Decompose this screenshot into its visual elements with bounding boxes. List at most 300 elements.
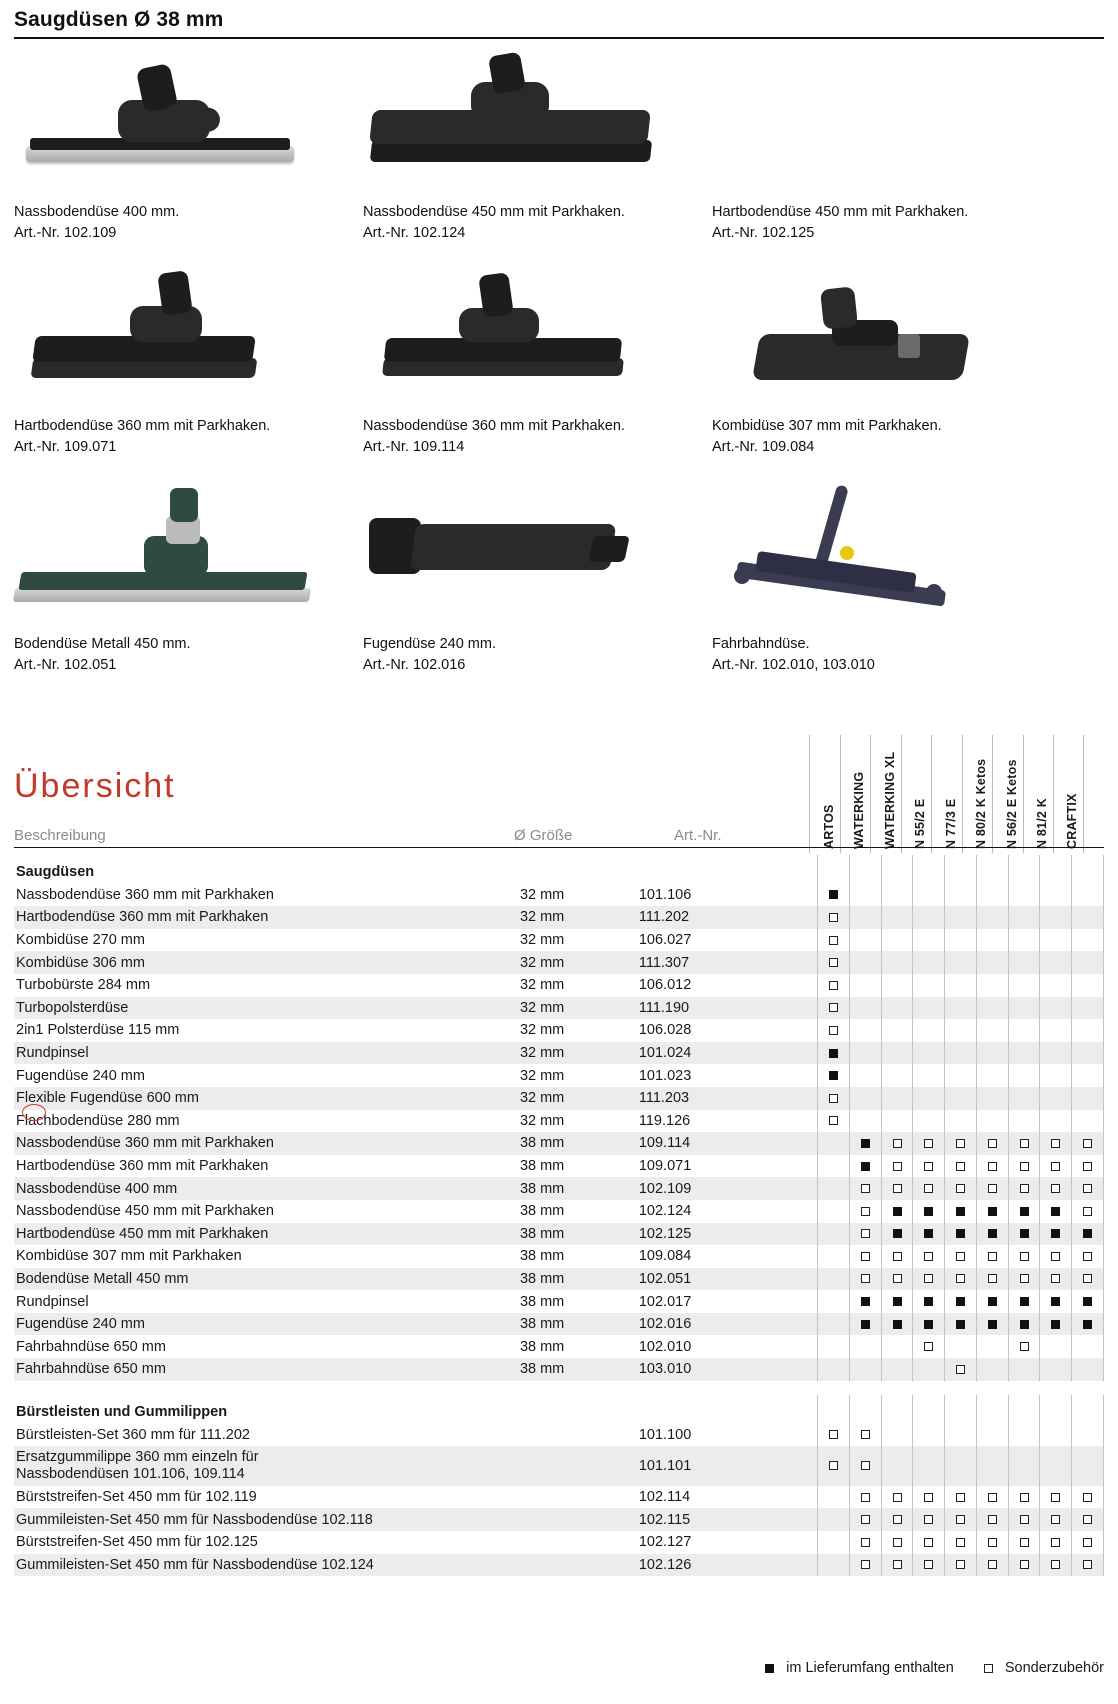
row-article-number: 101.106 <box>638 886 692 903</box>
product-article: Art.-Nr. 109.084 <box>712 439 815 456</box>
product-card <box>712 262 1048 458</box>
availability-cell <box>1008 1223 1040 1246</box>
availability-cell <box>976 1223 1008 1246</box>
row-article-number: 101.100 <box>638 1426 692 1443</box>
availability-cell <box>913 997 945 1020</box>
availability-cell <box>881 1358 913 1381</box>
availability-cell <box>1008 884 1040 907</box>
optional-icon <box>1083 1184 1092 1193</box>
row-size: 32 mm <box>520 951 639 974</box>
availability-cell <box>881 1110 913 1133</box>
row-description: Nassbodendüse 360 mm mit Parkhaken <box>14 1132 520 1155</box>
empty-cell-icon <box>924 913 933 922</box>
optional-icon <box>924 1560 933 1569</box>
empty-cell-icon <box>1051 1003 1060 1012</box>
row-size: 32 mm <box>519 1067 565 1084</box>
availability-cell <box>945 1423 977 1446</box>
row-article-number: 102.017 <box>638 1293 692 1310</box>
row-description: Hartbodendüse 360 mm mit Parkhaken <box>14 906 520 929</box>
optional-icon <box>829 1116 838 1125</box>
row-article-number: 102.051 <box>639 1268 775 1291</box>
empty-cell-icon <box>861 890 870 899</box>
empty-cell-icon <box>1083 981 1092 990</box>
overview-table <box>14 855 1104 1576</box>
availability-cell <box>881 1245 913 1268</box>
optional-icon <box>1083 1560 1092 1569</box>
availability-cell <box>1040 929 1072 952</box>
availability-cell <box>849 1042 881 1065</box>
availability-cell <box>818 1177 850 1200</box>
availability-cell <box>881 951 913 974</box>
row-spacer <box>775 1042 818 1065</box>
availability-cell <box>913 974 945 997</box>
availability-cell <box>818 1423 850 1446</box>
machine-column-n77-3e: N 77/3 E <box>931 735 962 853</box>
row-article-number: 106.027 <box>638 932 692 949</box>
availability-cell <box>818 1446 850 1486</box>
legend-optional-label: Sonderzubehör <box>1004 1660 1104 1676</box>
product-card <box>14 48 350 244</box>
optional-icon <box>829 936 838 945</box>
row-article-number: 106.028 <box>638 1022 692 1039</box>
row-article-number: 102.115 <box>639 1508 775 1531</box>
availability-cell <box>945 1486 977 1509</box>
row-article-number: 109.114 <box>639 1132 775 1155</box>
hard-floor-nozzle-360-icon <box>14 262 350 412</box>
availability-cell <box>1040 1486 1072 1509</box>
availability-cell <box>1040 1223 1072 1246</box>
row-size: 32 mm <box>520 906 639 929</box>
availability-cell <box>881 1423 913 1446</box>
row-size: 38 mm <box>520 1177 639 1200</box>
optional-icon <box>1083 1252 1092 1261</box>
availability-cell <box>818 1042 850 1065</box>
roadway-nozzle-icon <box>712 480 1048 630</box>
empty-cell-icon <box>829 1184 838 1193</box>
empty-cell-icon <box>861 1071 870 1080</box>
included-icon <box>829 1049 838 1058</box>
included-icon <box>988 1207 997 1216</box>
product-caption <box>712 630 1048 676</box>
included-icon <box>988 1320 997 1329</box>
availability-cell <box>1040 884 1072 907</box>
availability-cell <box>1072 1290 1104 1313</box>
empty-cell-icon <box>988 981 997 990</box>
empty-cell-icon <box>988 1003 997 1012</box>
included-icon <box>924 1207 933 1216</box>
availability-cell <box>818 1358 850 1381</box>
availability-cell <box>1072 1486 1104 1509</box>
product-caption <box>14 630 350 676</box>
product-row <box>14 262 1104 458</box>
availability-cell <box>1008 1358 1040 1381</box>
section-mark-spacer <box>945 855 977 884</box>
optional-icon <box>988 1184 997 1193</box>
table-row <box>14 1064 1104 1087</box>
optional-icon <box>956 1252 965 1261</box>
availability-cell <box>945 1290 977 1313</box>
empty-cell-icon <box>956 1342 965 1351</box>
product-name: Nassbodendüse 360 mm mit Parkhaken. <box>363 418 625 435</box>
row-description: Fahrbahndüse 650 mm <box>16 1338 166 1355</box>
table-gap-row <box>14 1381 1104 1395</box>
availability-cell <box>976 1155 1008 1178</box>
empty-cell-icon <box>893 913 902 922</box>
product-article: Art.-Nr. 102.109 <box>14 225 117 242</box>
optional-icon <box>1083 1515 1092 1524</box>
empty-cell-icon <box>988 1049 997 1058</box>
availability-cell <box>913 884 945 907</box>
availability-cell <box>849 929 881 952</box>
availability-cell <box>1008 1313 1040 1336</box>
availability-cell <box>976 974 1008 997</box>
row-description: Rundpinsel <box>16 1293 89 1310</box>
empty-cell-icon <box>893 1026 902 1035</box>
empty-cell-icon <box>1020 1365 1029 1374</box>
row-spacer <box>775 1486 818 1509</box>
empty-cell-icon <box>1020 1116 1029 1125</box>
optional-icon <box>1083 1493 1092 1502</box>
table-row <box>14 929 1104 952</box>
column-label-description: Beschreibung <box>14 827 106 844</box>
empty-cell-icon <box>1051 913 1060 922</box>
optional-icon <box>861 1461 870 1470</box>
row-description: Nassbodendüse 400 mm <box>14 1177 520 1200</box>
row-article-number: 111.307 <box>639 951 775 974</box>
availability-cell <box>913 1290 945 1313</box>
availability-cell <box>1072 1223 1104 1246</box>
product-caption <box>14 412 350 458</box>
availability-cell <box>1072 1110 1104 1133</box>
availability-cell <box>945 1019 977 1042</box>
empty-cell-icon <box>956 1430 965 1439</box>
availability-cell <box>1072 929 1104 952</box>
empty-cell-icon <box>893 1071 902 1080</box>
row-spacer <box>775 1132 818 1155</box>
optional-icon <box>1051 1493 1060 1502</box>
row-article-number: 102.126 <box>639 1554 775 1577</box>
row-article-number: 109.084 <box>638 1248 692 1265</box>
optional-icon <box>956 1515 965 1524</box>
included-icon <box>829 890 838 899</box>
empty-cell-icon <box>924 958 933 967</box>
table-row <box>14 1335 1104 1358</box>
availability-cell <box>849 1358 881 1381</box>
product-caption <box>712 198 1048 244</box>
table-row <box>14 1042 1104 1065</box>
availability-cell <box>1072 1446 1104 1486</box>
availability-cell <box>976 1245 1008 1268</box>
availability-cell <box>976 1423 1008 1446</box>
product-card <box>14 480 350 676</box>
availability-cell <box>913 1554 945 1577</box>
availability-cell <box>913 1223 945 1246</box>
included-icon <box>1083 1297 1092 1306</box>
row-spacer <box>775 1200 818 1223</box>
included-icon <box>893 1297 902 1306</box>
optional-icon <box>1020 1493 1029 1502</box>
included-icon <box>988 1297 997 1306</box>
section-title: Saugdüsen <box>14 855 818 884</box>
availability-cell <box>818 997 850 1020</box>
product-row <box>14 480 1104 676</box>
row-spacer <box>775 1177 818 1200</box>
row-size: 38 mm <box>519 1248 565 1265</box>
table-row <box>14 1087 1104 1110</box>
optional-icon <box>893 1162 902 1171</box>
machine-column-artos: ARTOS <box>809 735 840 853</box>
table-legend <box>14 1660 1104 1676</box>
row-spacer <box>775 929 818 952</box>
optional-icon <box>1051 1274 1060 1283</box>
availability-cell <box>913 1019 945 1042</box>
availability-cell <box>849 1446 881 1486</box>
section-mark-spacer <box>818 855 850 884</box>
row-spacer <box>775 1064 818 1087</box>
product-caption <box>363 198 699 244</box>
section-mark-spacer <box>913 1395 945 1424</box>
product-name: Nassbodendüse 400 mm. <box>14 204 180 220</box>
table-section-header <box>14 855 1104 884</box>
row-article-number: 102.109 <box>639 1177 775 1200</box>
optional-icon <box>1083 1139 1092 1148</box>
machine-column-n80-2k-ketos: N 80/2 K Ketos <box>962 735 993 853</box>
empty-cell-icon <box>1051 1365 1060 1374</box>
optional-icon <box>924 1252 933 1261</box>
page-header <box>14 8 1104 39</box>
empty-cell-icon <box>893 958 902 967</box>
availability-cell <box>1008 1132 1040 1155</box>
availability-cell <box>1040 1290 1072 1313</box>
row-spacer <box>775 1290 818 1313</box>
availability-cell <box>976 997 1008 1020</box>
empty-cell-icon <box>893 1342 902 1351</box>
section-mark-spacer <box>945 1395 977 1424</box>
row-description: Hartbodendüse 360 mm mit Parkhaken <box>16 1158 269 1175</box>
availability-cell <box>1040 1155 1072 1178</box>
availability-cell <box>818 1290 850 1313</box>
row-article-number: 103.010 <box>639 1358 775 1381</box>
availability-cell <box>1072 951 1104 974</box>
row-description: Bürststreifen-Set 450 mm für 102.119 <box>16 1489 257 1506</box>
availability-cell <box>818 974 850 997</box>
table-row <box>14 1531 1104 1554</box>
availability-cell <box>913 1335 945 1358</box>
optional-icon <box>893 1493 902 1502</box>
empty-cell-icon <box>861 958 870 967</box>
row-article-number: 101.101 <box>639 1446 775 1486</box>
row-spacer <box>775 997 818 1020</box>
empty-cell-icon <box>1083 1094 1092 1103</box>
availability-cell <box>1040 951 1072 974</box>
empty-cell-icon <box>1020 1430 1029 1439</box>
optional-icon <box>893 1560 902 1569</box>
legend-included-label: im Lieferumfang enthalten <box>786 1660 954 1676</box>
product-card <box>712 48 1048 244</box>
availability-cell <box>881 1200 913 1223</box>
availability-cell <box>1072 1245 1104 1268</box>
optional-icon <box>893 1274 902 1283</box>
availability-cell <box>1008 1290 1040 1313</box>
optional-icon <box>956 1162 965 1171</box>
row-size: 38 mm <box>519 1158 565 1175</box>
empty-cell-icon <box>893 1049 902 1058</box>
availability-cell <box>849 1486 881 1509</box>
product-name: Fahrbahndüse. <box>712 636 810 653</box>
availability-cell <box>976 1132 1008 1155</box>
row-article-number: 109.071 <box>638 1158 692 1175</box>
availability-cell <box>913 1508 945 1531</box>
optional-icon <box>924 1139 933 1148</box>
row-size: 38 mm <box>520 1313 639 1336</box>
availability-cell <box>881 1155 913 1178</box>
availability-cell <box>1008 951 1040 974</box>
row-description: Fahrbahndüse 650 mm <box>14 1358 520 1381</box>
availability-cell <box>976 884 1008 907</box>
row-size <box>520 1554 639 1577</box>
included-icon <box>893 1207 902 1216</box>
empty-cell-icon <box>829 1207 838 1216</box>
empty-cell-icon <box>893 1430 902 1439</box>
table-row <box>14 906 1104 929</box>
availability-cell <box>976 951 1008 974</box>
empty-cell-icon <box>988 1365 997 1374</box>
availability-cell <box>818 1223 850 1246</box>
optional-icon <box>861 1538 870 1547</box>
optional-icon <box>1051 1252 1060 1261</box>
column-label-size: Ø Größe <box>514 827 573 844</box>
availability-cell <box>945 1087 977 1110</box>
availability-cell <box>818 1245 850 1268</box>
empty-cell-icon <box>893 1094 902 1103</box>
optional-icon <box>893 1515 902 1524</box>
availability-cell <box>913 1087 945 1110</box>
availability-cell <box>976 1554 1008 1577</box>
legend-empty-icon <box>984 1664 993 1673</box>
included-icon <box>1051 1207 1060 1216</box>
availability-cell <box>945 1554 977 1577</box>
optional-icon <box>924 1493 933 1502</box>
availability-cell <box>818 1064 850 1087</box>
availability-cell <box>1072 1268 1104 1291</box>
row-size: 32 mm <box>519 932 565 949</box>
row-description: Rundpinsel <box>14 1042 520 1065</box>
row-spacer <box>775 1335 818 1358</box>
row-description: Turbobürste 284 mm <box>16 977 151 994</box>
availability-cell <box>881 1531 913 1554</box>
empty-cell-icon <box>1020 936 1029 945</box>
machine-column-waterking-xl: WATERKING XL <box>870 735 901 853</box>
empty-cell-icon <box>924 1116 933 1125</box>
row-size: 38 mm <box>519 1338 565 1355</box>
table-row <box>14 1110 1104 1133</box>
row-article-number: 102.124 <box>638 1203 692 1220</box>
row-article-number: 111.202 <box>639 906 775 929</box>
included-icon <box>861 1162 870 1171</box>
row-article-number: 102.016 <box>639 1313 775 1336</box>
availability-cell <box>849 1087 881 1110</box>
optional-icon <box>861 1560 870 1569</box>
empty-cell-icon <box>988 1461 997 1470</box>
combi-nozzle-307-icon <box>712 262 1048 412</box>
availability-cell <box>881 906 913 929</box>
optional-icon <box>1051 1162 1060 1171</box>
empty-cell-icon <box>893 936 902 945</box>
row-size: 32 mm <box>519 1112 565 1129</box>
crevice-nozzle-240-icon <box>363 480 699 630</box>
optional-icon <box>1020 1515 1029 1524</box>
availability-cell <box>1040 997 1072 1020</box>
empty-cell-icon <box>1083 958 1092 967</box>
column-label-article: Art.-Nr. <box>674 827 722 844</box>
optional-icon <box>956 1538 965 1547</box>
availability-cell <box>913 1446 945 1486</box>
row-spacer <box>775 1155 818 1178</box>
availability-cell <box>945 1223 977 1246</box>
included-icon <box>956 1320 965 1329</box>
availability-cell <box>818 1486 850 1509</box>
availability-cell <box>976 906 1008 929</box>
empty-cell-icon <box>1051 890 1060 899</box>
included-icon <box>893 1229 902 1238</box>
empty-cell-icon <box>829 1515 838 1524</box>
empty-cell-icon <box>924 936 933 945</box>
machine-column-craftix: CRAFTIX <box>1053 735 1084 853</box>
empty-cell-icon <box>956 890 965 899</box>
availability-cell <box>849 1508 881 1531</box>
empty-cell-icon <box>829 1320 838 1329</box>
empty-cell-icon <box>1020 981 1029 990</box>
empty-cell-icon <box>924 1094 933 1103</box>
section-mark-spacer <box>1008 1395 1040 1424</box>
empty-cell-icon <box>861 1003 870 1012</box>
row-spacer <box>775 974 818 997</box>
availability-cell <box>976 1508 1008 1531</box>
empty-cell-icon <box>956 913 965 922</box>
availability-cell <box>818 951 850 974</box>
optional-icon <box>1020 1162 1029 1171</box>
empty-cell-icon <box>1083 1116 1092 1125</box>
availability-cell <box>913 1245 945 1268</box>
row-size: 38 mm <box>519 1203 565 1220</box>
empty-cell-icon <box>829 1297 838 1306</box>
table-row <box>14 1177 1104 1200</box>
availability-cell <box>881 1019 913 1042</box>
table-row <box>14 951 1104 974</box>
row-spacer <box>775 1087 818 1110</box>
availability-cell <box>1040 1446 1072 1486</box>
empty-cell-icon <box>924 1026 933 1035</box>
optional-icon <box>829 1026 838 1035</box>
empty-cell-icon <box>861 1049 870 1058</box>
availability-cell <box>913 1531 945 1554</box>
availability-cell <box>881 1290 913 1313</box>
empty-cell-icon <box>829 1493 838 1502</box>
availability-cell <box>1072 906 1104 929</box>
empty-cell-icon <box>1051 1461 1060 1470</box>
header-divider <box>14 37 1104 39</box>
availability-cell <box>881 1335 913 1358</box>
empty-cell-icon <box>861 1116 870 1125</box>
availability-cell <box>1072 1042 1104 1065</box>
empty-cell-icon <box>1083 1071 1092 1080</box>
empty-cell-icon <box>924 981 933 990</box>
availability-cell <box>1008 1110 1040 1133</box>
availability-cell <box>818 1155 850 1178</box>
empty-cell-icon <box>956 1049 965 1058</box>
availability-cell <box>849 1132 881 1155</box>
optional-icon <box>829 958 838 967</box>
